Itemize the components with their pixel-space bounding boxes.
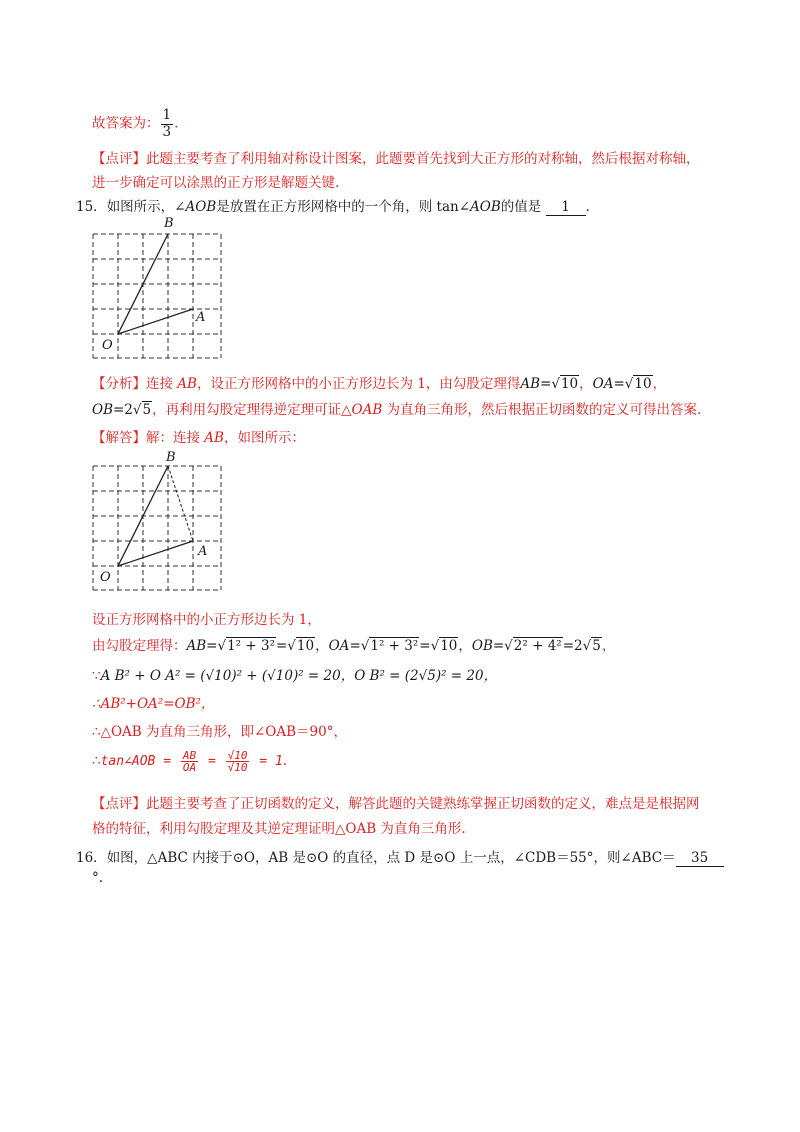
q16-answer-blank xyxy=(676,850,724,867)
analysis-ob-val: 5 xyxy=(142,402,152,418)
q15-review-text1: 此题主要考查了正切函数的定义，解答此题的关键熟练掌握正切函数的定义，难点是是根据网 xyxy=(146,796,700,812)
q15-number: 15． xyxy=(76,199,107,215)
prev-review-text1: 此题主要考查了利用轴对称设计图案，此题要首先找到大正方形的对称轴，然后根据对称轴， xyxy=(146,151,700,167)
prev-answer-num: 1 xyxy=(162,107,172,123)
s2-ob-rad: 2² + 4² xyxy=(513,638,562,654)
prev-answer-line xyxy=(92,108,178,140)
s6-den: OA xyxy=(182,761,197,774)
solution-s6: ∴tan∠AOB = $\frac{AB}{OA}$ = $\frac{√10}{√10}$ = 1. xyxy=(92,749,288,774)
analysis-l1a: 连接 xyxy=(146,376,173,392)
q15-review-line2: 格的特征，利用勾股定理及其逆定理证明△OAB 为直角三角形. xyxy=(92,821,466,837)
label-o-2: O xyxy=(100,570,111,585)
solution-s2a: 由勾股定理得： xyxy=(92,638,187,654)
q15-stem-aob2: AOB xyxy=(470,199,501,215)
prev-answer-den: 3 xyxy=(162,123,172,140)
analysis-l2f: 为直角三角形，然后根据正切函数的定义可得出答案. xyxy=(386,402,702,418)
q15-stem-end: ． xyxy=(585,199,600,215)
segment-ab-2 xyxy=(168,466,193,541)
prev-review-line2 xyxy=(92,171,339,191)
q15-review-line1 xyxy=(92,792,700,812)
label-a-2: A xyxy=(198,544,208,559)
analysis-ab2: AB xyxy=(520,376,541,392)
s6-frac2 xyxy=(226,750,250,773)
s6-end: . xyxy=(282,753,288,769)
s6-num: AB xyxy=(182,749,197,762)
analysis-ob: OB xyxy=(92,402,113,418)
label-b-1: B xyxy=(164,216,174,231)
s2-oa-res: 10 xyxy=(440,638,458,654)
solution-s3 xyxy=(92,664,497,684)
q15-stem-b: 是放置在正方形网格中的一个角，则 tan∠ xyxy=(216,199,471,215)
q15-stem-c: 的值是 xyxy=(500,199,542,215)
s2-ab-res: 10 xyxy=(296,638,315,654)
solution-tag: 【解答】 xyxy=(92,430,146,446)
s6-res: = 1 xyxy=(251,754,283,769)
analysis-oa-val: 10 xyxy=(634,376,652,392)
analysis-line2: OB=2√5，再利用勾股定理得逆定理可证△OAB 为直角三角形，然后根据正切函数的定义可得出答案. xyxy=(92,402,702,418)
s2-oa-rad: 1² + 3² xyxy=(370,638,419,654)
s6-num2: √10 xyxy=(227,749,248,762)
q15-answer: 1 xyxy=(561,199,570,215)
label-o-1: O xyxy=(102,338,113,353)
solution-header xyxy=(92,426,305,446)
s6-therefore: ∴ xyxy=(92,753,101,769)
solution-s1: 设正方形网格中的小正方形边长为 1， xyxy=(92,612,321,628)
analysis-line1: 【分析】连接 AB，设正方形网格中的小正方形边长为 1，由勾股定理得AB=√10，OA=√10， xyxy=(92,376,667,392)
analysis-ab: AB xyxy=(177,376,197,392)
q16-line2: °. xyxy=(92,870,104,886)
s2-ab-rad: 1² + 3² xyxy=(227,638,275,654)
q15-answer-blank xyxy=(546,199,586,216)
s2-ob: OB xyxy=(471,638,493,654)
prev-review-tag: 【点评】 xyxy=(92,151,146,167)
q16-text: 如图，△ABC 内接于⊙O，AB 是⊙O 的直径，点 D 是⊙O 上一点，∠CDB＝55°，则∠ABC＝ xyxy=(106,850,676,866)
s3-expr: A B² + O A² = (√10)² + (√10)² = 20，O B² = (2√5)² = 20， xyxy=(100,668,498,684)
prev-answer-fraction xyxy=(161,108,174,140)
q15-stem-aob: AOB xyxy=(185,199,217,215)
s3-because: ∵ xyxy=(92,668,101,684)
prev-answer-suffix: . xyxy=(174,115,179,132)
analysis-l1b: ，设正方形网格中的小正方形边长为 1，由勾股定理得 xyxy=(196,376,521,392)
q16-stem xyxy=(76,846,724,867)
s6-frac1 xyxy=(181,750,198,773)
prev-review-text2: 进一步确定可以涂黑的正方形是解题关键. xyxy=(92,175,340,191)
analysis-ob-eq: =2 xyxy=(113,402,133,418)
q15-stem xyxy=(76,195,599,216)
solution-s5: ∴△OAB 为直角三角形，即∠OAB＝90°， xyxy=(92,724,347,740)
analysis-ab-val: 10 xyxy=(560,376,579,392)
s6-den2: √10 xyxy=(227,761,248,774)
solution-ab: AB xyxy=(204,430,224,446)
solution-s4: ∴AB²+OA²=OB²， xyxy=(92,696,215,712)
analysis-oa: OA xyxy=(592,376,614,392)
solution-s2: 由勾股定理得：AB=√1² + 3²=√10，OA=√1² + 3²=√10，OB=√2² + 4²=2√5， xyxy=(92,638,616,654)
q16-answer: 35 xyxy=(690,850,709,866)
label-b-2: B xyxy=(166,450,176,465)
label-a-1: A xyxy=(196,310,206,325)
s6-lhs: tan∠AOB = xyxy=(100,754,179,769)
analysis-oab: OAB xyxy=(351,402,383,418)
analysis-l2d: ，再利用勾股定理得逆定理可证△ xyxy=(152,402,352,418)
s2-ob-res: 5 xyxy=(592,638,601,654)
grid-lines-2 xyxy=(93,466,221,590)
prev-review-line1 xyxy=(92,147,700,167)
q15-review-tag: 【点评】 xyxy=(92,796,146,812)
analysis-tag: 【分析】 xyxy=(92,376,146,392)
solution-l1c: ，如图所示： xyxy=(223,430,305,446)
prev-answer-prefix: 故答案为： xyxy=(92,115,160,132)
q16-number: 16． xyxy=(76,850,107,866)
s2-ab: AB xyxy=(186,638,207,654)
s2-oa: OA xyxy=(328,638,350,654)
solution-l1a: 解：连接 xyxy=(146,430,200,446)
q15-stem-a: 如图所示，∠ xyxy=(106,199,186,215)
